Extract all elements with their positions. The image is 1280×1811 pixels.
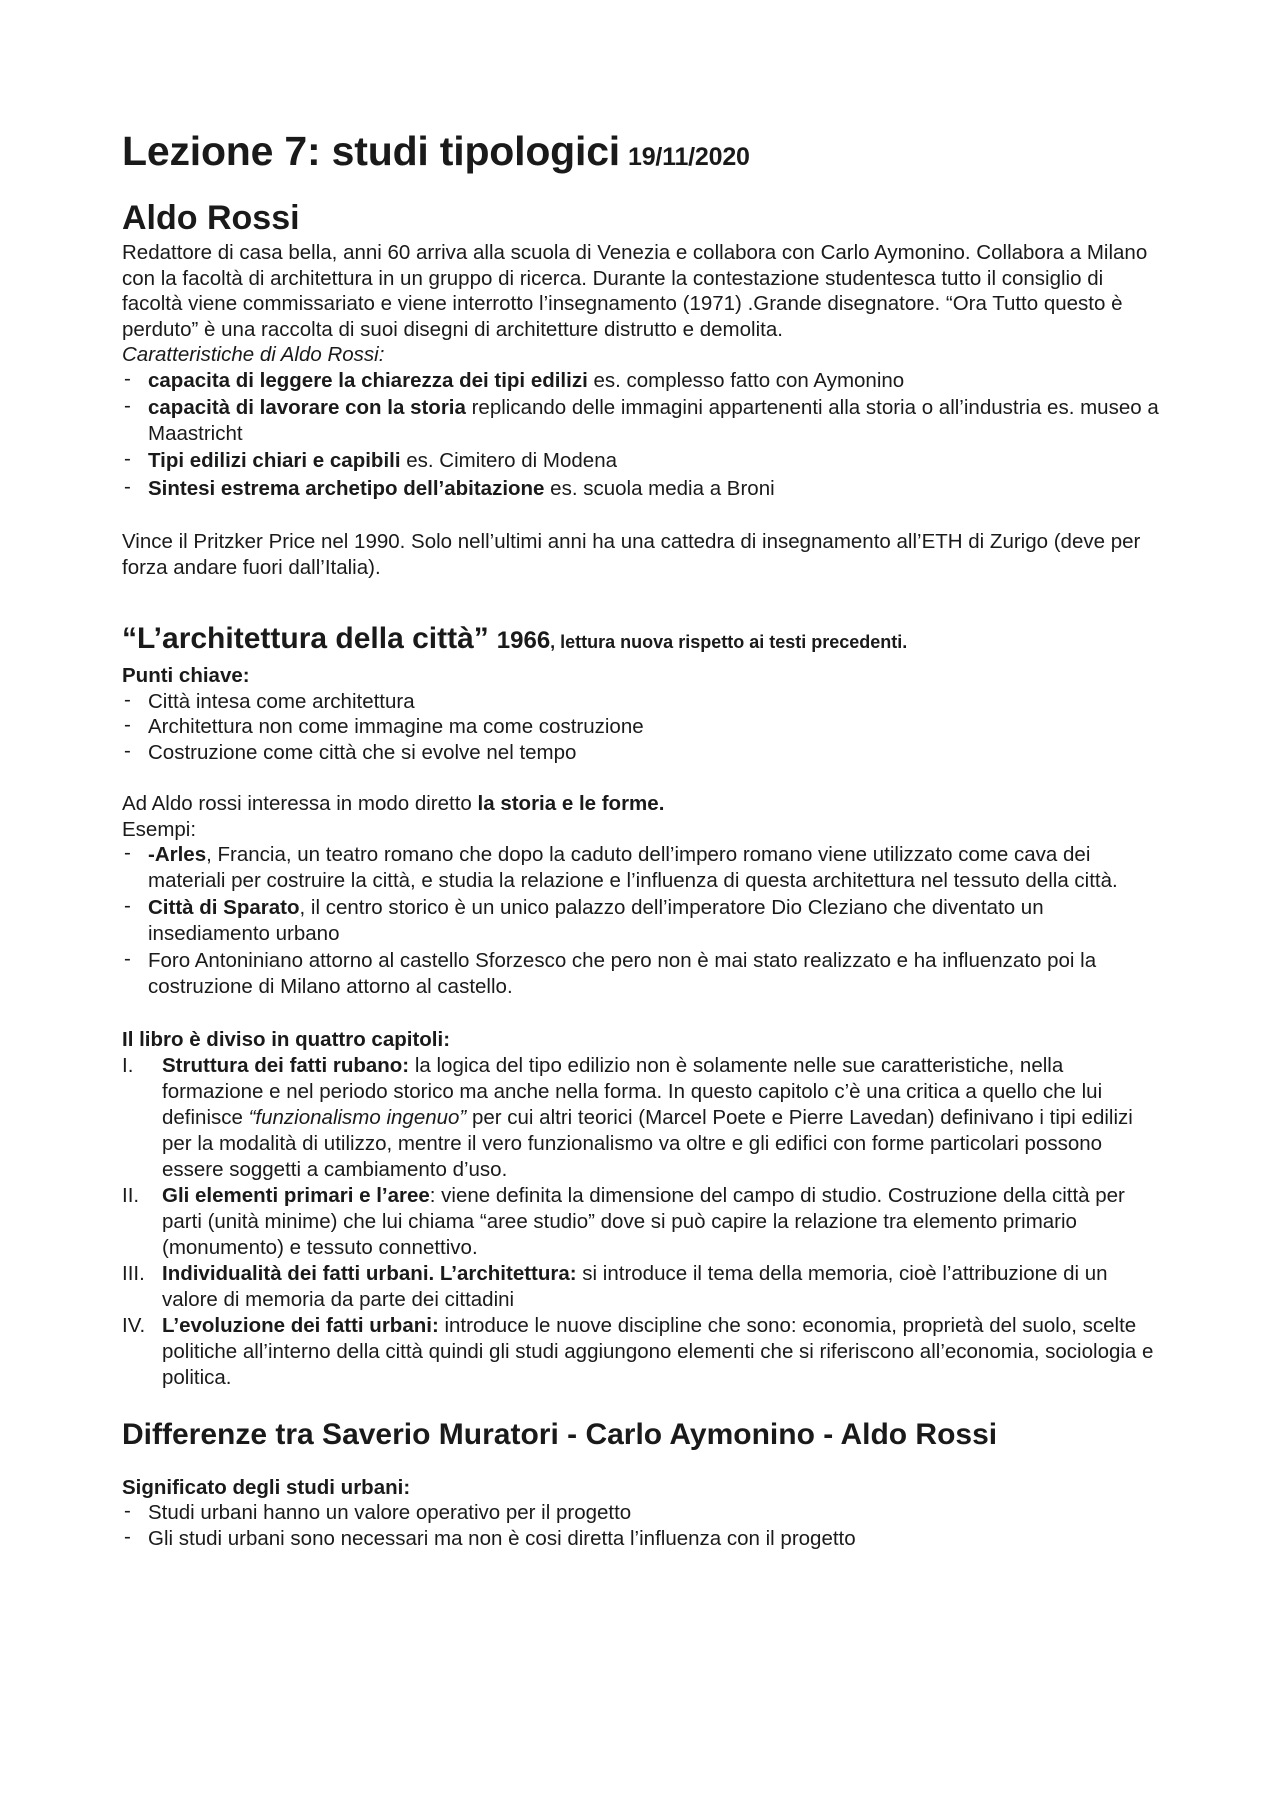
chapters-list <box>122 1053 1160 1391</box>
list-item-text: es. complesso fatto con Aymonino <box>587 368 905 392</box>
list-item-text: Foro Antoniniano attorno al castello Sforzesco che pero non è mai stato realizzato e ha influenzato poi la costruzione di Milano attorno al castello. <box>148 949 1097 998</box>
list-item-bold: capacità di lavorare con la storia <box>148 396 466 419</box>
chapter-number: I. <box>122 1053 134 1077</box>
chapter-item <box>122 1313 1160 1391</box>
lesson-title-text: Lezione 7: studi tipologici <box>122 128 620 174</box>
lesson-title <box>122 126 1160 182</box>
list-item: - Gli studi urbani sono necessari ma non è cosi diretta l’influenza con il progetto <box>122 1526 1160 1552</box>
list-item: - Città intesa come architettura <box>122 689 1160 715</box>
chapter-title: Individualità dei fatti urbani. L’architettura: <box>162 1261 577 1285</box>
chapter-text: la logica del tipo edilizio non è solamente nelle sue caratteristiche, nella formazione e nel periodo storico ma anche nella forma. In questo capitolo c’è una critica a quello che lui definisce <box>162 1053 1103 1129</box>
list-item-bold: Tipi edilizi chiari e capibili <box>148 449 401 472</box>
rossi-intro-paragraph: Redattore di casa bella, anni 60 arriva alla scuola di Venezia e collabora con Carlo Aymonino. Collabora a Milano con la facoltà di architettura in un gruppo di ricerca. Durante la contestazione studentesca tutto il consiglio di facoltà viene commissariato e viene interrotto l’insegnamento (1971) .Grande disegnatore. “Ora Tutto questo è perduto” è una raccolta di suoi disegni di architetture distrutto e demolita. <box>122 241 1148 341</box>
chapter-text: : viene definita la dimensione del campo di studio. Costruzione della città per parti (unità minime) che lui chiama “aree studio” dove si può capire la relazione tra elemento primario (monumento) e tessuto connettivo. <box>162 1183 1125 1259</box>
chapter-title: Struttura dei fatti rubano: <box>162 1053 410 1077</box>
chapter-text: introduce le nuove discipline che sono: economia, proprietà del suolo, scelte politiche all’interno della città quindi gli studi aggiungono elementi che si riferiscono all’economia, sociologia e politica. <box>162 1313 1154 1389</box>
chapter-number: IV. <box>122 1313 146 1337</box>
list-item: - Studi urbani hanno un valore operativo per il progetto <box>122 1500 1160 1526</box>
list-item-text: , il centro storico è un unico palazzo dell’imperatore Dio Cleziano che diventato un insediamento urbano <box>148 896 1044 945</box>
spacer <box>122 1391 1160 1417</box>
chapter-text: si introduce il tema della memoria, cioè l’attribuzione di un valore di memoria da parte dei cittadini <box>162 1261 1108 1311</box>
list-item: - Architettura non come immagine ma come costruzione <box>122 714 1160 740</box>
list-item <box>122 395 1160 446</box>
characteristics-label: Caratteristiche di Aldo Rossi: <box>122 343 385 366</box>
examples-label: Esempi: <box>122 817 197 841</box>
book-year: 1966 <box>496 627 551 654</box>
key-points-list <box>122 689 1160 766</box>
book-title <box>122 620 1160 661</box>
examples-list <box>122 842 1160 999</box>
section-heading-aldo-rossi: Aldo Rossi <box>122 199 300 237</box>
list-item-text: es. Cimitero di Modena <box>400 449 618 472</box>
spacer <box>122 1001 1160 1027</box>
pritzker-paragraph: Vince il Pritzker Price nel 1990. Solo nell’ultimi anni ha una cattedra di insegnamento all’ETH di Zurigo (deve per forza andare fuori dall’Italia). <box>122 530 1141 579</box>
list-item-bold: -Arles <box>148 843 207 866</box>
list-item <box>122 842 1160 893</box>
list-item <box>122 895 1160 946</box>
chapter-text: per cui altri teorici (Marcel Poete e Pierre Lavedan) definivano i tipi edilizi per la modalità di utilizzo, mentre il vero funzionalismo va oltre e gli edifici con forme particolari possono essere soggetti a cambiamento d’uso. <box>162 1105 1133 1181</box>
chapter-number: II. <box>122 1183 140 1207</box>
differences-heading: Differenze tra Saverio Muratori - Carlo Aymonino - Aldo Rossi <box>122 1417 998 1451</box>
list-item-text: replicando delle immagini appartenenti alla storia o all’industria es. museo a Maastricht <box>148 396 1159 445</box>
list-item-text: , Francia, un teatro romano che dopo la caduto dell’impero romano viene utilizzato come cava dei materiali per costruire la città, e studia la relazione e l’influenza di questa architettura nel tessuto della città. <box>148 843 1118 892</box>
interest-paragraph <box>122 791 1160 817</box>
chapters-label: Il libro è diviso in quattro capitoli: <box>122 1028 451 1051</box>
interest-text: Ad Aldo rossi interessa in modo diretto <box>122 792 478 815</box>
chapter-title: L’evoluzione dei fatti urbani: <box>162 1313 439 1337</box>
book-title-text: “L’architettura della città” <box>122 622 489 655</box>
book-subtitle: , lettura nuova rispetto ai testi precedenti. <box>550 632 908 652</box>
list-item <box>122 368 1160 394</box>
chapter-title: Gli elementi primari e l’aree <box>162 1183 430 1207</box>
characteristics-list <box>122 368 1160 502</box>
interest-bold: la storia e le forme. <box>477 792 665 815</box>
lesson-date: 19/11/2020 <box>628 143 750 171</box>
list-item-text: es. scuola media a Broni <box>544 476 775 500</box>
list-item-bold: Città di Sparato <box>148 896 300 919</box>
chapter-item <box>122 1053 1160 1183</box>
spacer <box>122 503 1160 529</box>
chapter-item <box>122 1183 1160 1261</box>
spacer <box>122 765 1160 791</box>
list-item <box>122 448 1160 474</box>
list-item-bold: Sintesi estrema archetipo dell’abitazione <box>148 476 545 500</box>
chapter-italic: “funzionalismo ingenuo” <box>248 1105 467 1129</box>
list-item <box>122 476 1160 502</box>
key-points-label: Punti chiave: <box>122 664 250 687</box>
significance-list <box>122 1500 1160 1551</box>
significance-label: Significato degli studi urbani: <box>122 1475 411 1499</box>
spacer <box>122 580 1160 620</box>
list-item: - Costruzione come città che si evolve nel tempo <box>122 740 1160 766</box>
list-item <box>122 948 1160 999</box>
list-item-bold: capacita di leggere la chiarezza dei tipi edilizi <box>148 368 588 392</box>
chapter-number: III. <box>122 1261 145 1285</box>
chapter-item <box>122 1261 1160 1313</box>
